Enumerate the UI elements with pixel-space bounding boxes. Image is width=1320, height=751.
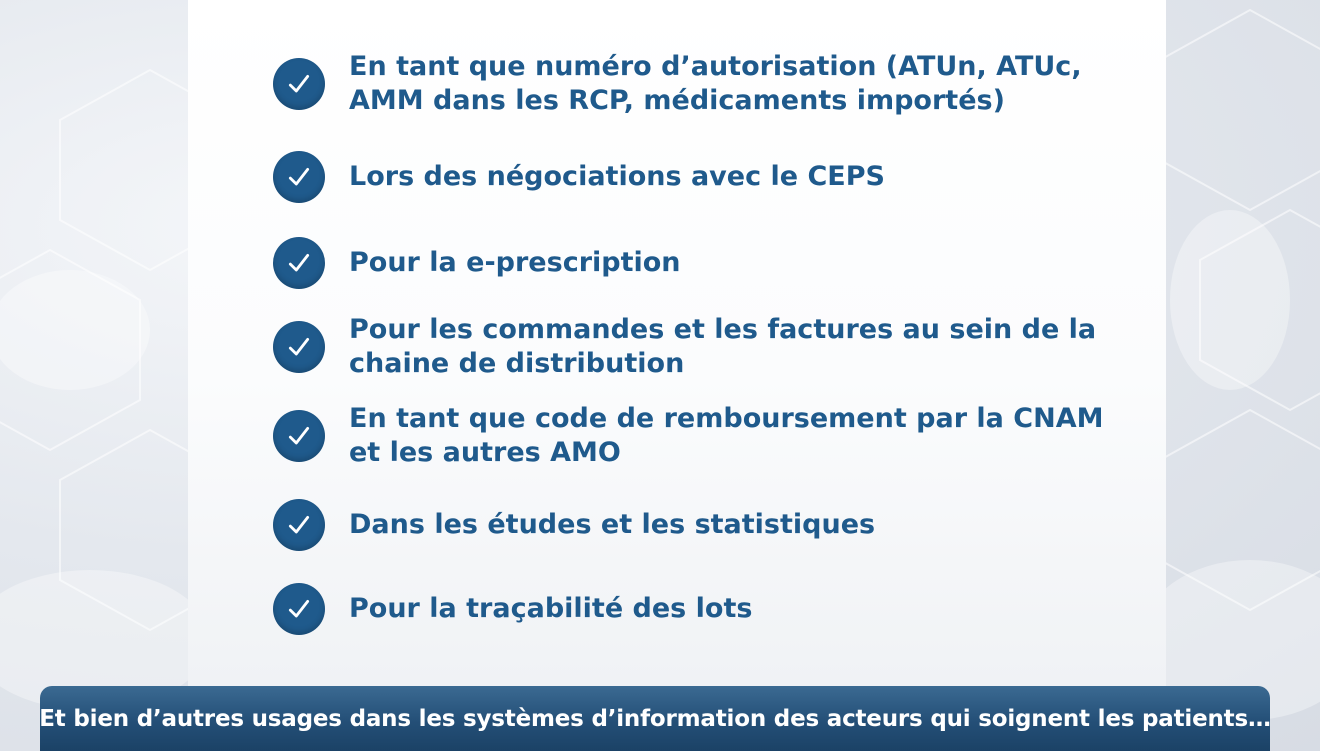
list-item-label — [349, 246, 681, 280]
list-item-line: et les autres AMO — [349, 437, 621, 468]
list-item — [273, 151, 885, 203]
list-item-label — [349, 402, 1103, 470]
checkmark-icon — [286, 512, 312, 538]
list-item-line: Lors des négociations avec le CEPS — [349, 161, 885, 192]
list-item-label — [349, 50, 1082, 118]
checkmark-icon — [286, 596, 312, 622]
list-item-line: Pour la traçabilité des lots — [349, 593, 753, 624]
checkmark-icon — [286, 250, 312, 276]
check-circle-icon — [273, 237, 325, 289]
list-item-line: Pour la e-prescription — [349, 247, 681, 278]
check-circle-icon — [273, 58, 325, 110]
list-item-label — [349, 160, 885, 194]
list-item — [273, 50, 1082, 118]
list-item-line: chaine de distribution — [349, 348, 685, 379]
list-item — [273, 583, 752, 635]
list-item-line: En tant que code de remboursement par la CNAM — [349, 403, 1104, 434]
list-item-label — [349, 592, 752, 626]
checkmark-icon — [286, 71, 312, 97]
footer-text: Et bien d’autres usages dans les systèmes d’information des acteurs qui soignent les patients… — [39, 705, 1271, 732]
check-circle-icon — [273, 499, 325, 551]
checkmark-icon — [286, 334, 312, 360]
check-circle-icon — [273, 321, 325, 373]
footer-banner — [40, 686, 1270, 751]
list-item-line: En tant que numéro d’autorisation (ATUn, ATUc, — [349, 51, 1082, 82]
list-item — [273, 499, 875, 551]
check-circle-icon — [273, 410, 325, 462]
list-item-line: Pour les commandes et les factures au sein de la — [349, 314, 1097, 345]
list-item-label — [349, 313, 1096, 381]
list-item — [273, 402, 1103, 470]
check-circle-icon — [273, 151, 325, 203]
list-item — [273, 313, 1096, 381]
checkmark-icon — [286, 423, 312, 449]
list-item-line: Dans les études et les statistiques — [349, 509, 876, 540]
check-circle-icon — [273, 583, 325, 635]
list-item-label — [349, 508, 875, 542]
list-item-line: AMM dans les RCP, médicaments importés) — [349, 85, 1005, 116]
checkmark-icon — [286, 164, 312, 190]
content-panel — [188, 0, 1166, 686]
list-item — [273, 237, 681, 289]
usage-list — [188, 0, 1166, 686]
